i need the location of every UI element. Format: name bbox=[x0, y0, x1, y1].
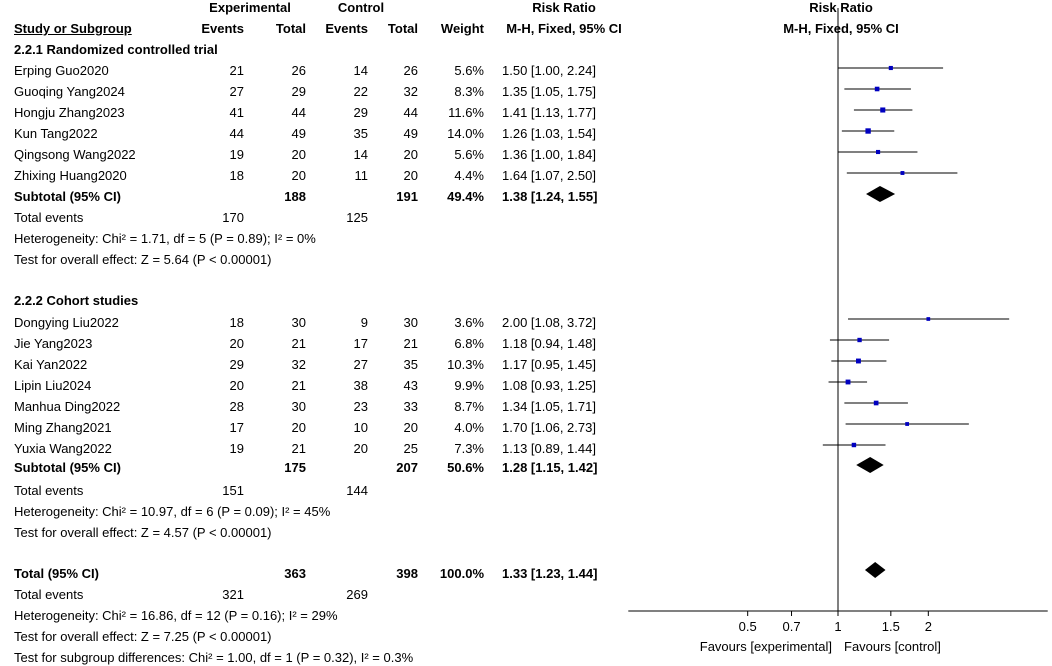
total-exp: 26 bbox=[291, 63, 306, 78]
risk-ratio-ci: 1.26 [1.03, 1.54] bbox=[502, 126, 596, 141]
total-ctrl: 21 bbox=[403, 336, 418, 351]
group-title: 2.2.1 Randomized controlled trial bbox=[14, 42, 218, 57]
total-exp-header: Total bbox=[275, 21, 306, 36]
study-name: Kun Tang2022 bbox=[14, 126, 98, 141]
events-exp: 20 bbox=[229, 336, 244, 351]
events-exp: 17 bbox=[229, 420, 244, 435]
total-ctrl-header: Total bbox=[387, 21, 418, 36]
heterogeneity-text: Heterogeneity: Chi² = 10.97, df = 6 (P = 0.09); I² = 45% bbox=[14, 504, 331, 519]
events-ctrl: 14 bbox=[353, 63, 368, 78]
total-weight: 100.0% bbox=[439, 566, 484, 581]
study-square bbox=[880, 107, 885, 112]
weight: 5.6% bbox=[454, 147, 484, 162]
total-events-label: Total events bbox=[14, 210, 84, 225]
subtotal-label: Subtotal (95% CI) bbox=[14, 460, 121, 475]
experimental-header: Experimental bbox=[209, 0, 291, 15]
risk-ratio-ci: 1.08 [0.93, 1.25] bbox=[502, 378, 596, 393]
weight: 9.9% bbox=[454, 378, 484, 393]
study-name: Jie Yang2023 bbox=[14, 336, 93, 351]
total-ctrl: 20 bbox=[403, 168, 418, 183]
study-name: Yuxia Wang2022 bbox=[14, 441, 112, 456]
events-ctrl: 35 bbox=[353, 126, 368, 141]
weight: 5.6% bbox=[454, 63, 484, 78]
total-events-label: Total events bbox=[14, 587, 84, 602]
study-name: Qingsong Wang2022 bbox=[14, 147, 136, 162]
total-ctrl: 26 bbox=[403, 63, 418, 78]
total-events-exp: 151 bbox=[222, 483, 244, 498]
subtotal-ci: 1.28 [1.15, 1.42] bbox=[502, 460, 598, 475]
events-ctrl: 27 bbox=[353, 357, 368, 372]
risk-ratio-ci: 1.64 [1.07, 2.50] bbox=[502, 168, 596, 183]
risk-ratio-ci: 1.13 [0.89, 1.44] bbox=[502, 441, 596, 456]
study-name: Guoqing Yang2024 bbox=[14, 84, 125, 99]
group-title: 2.2.2 Cohort studies bbox=[14, 293, 139, 308]
study-square bbox=[901, 171, 905, 175]
subtotal-weight: 49.4% bbox=[447, 189, 484, 204]
control-header: Control bbox=[337, 0, 385, 15]
events-ctrl: 22 bbox=[353, 84, 368, 99]
total-ctrl: 49 bbox=[403, 126, 418, 141]
study-square bbox=[889, 66, 893, 70]
events-ctrl: 11 bbox=[354, 168, 368, 183]
total-events-exp: 170 bbox=[222, 210, 244, 225]
risk-ratio-plot-header: Risk Ratio bbox=[809, 0, 873, 15]
events-ctrl: 10 bbox=[353, 420, 368, 435]
total-label: Total (95% CI) bbox=[14, 566, 99, 581]
total-ctrl: 25 bbox=[403, 441, 418, 456]
favours-control-label: Favours [control] bbox=[844, 639, 941, 654]
risk-ratio-header: Risk Ratio bbox=[532, 0, 596, 15]
events-exp: 19 bbox=[229, 147, 244, 162]
subtotal-label: Subtotal (95% CI) bbox=[14, 189, 121, 204]
events-exp-header: Events bbox=[201, 21, 244, 36]
events-ctrl: 29 bbox=[353, 105, 368, 120]
study-name: Ming Zhang2021 bbox=[14, 420, 112, 435]
pooled-diamond bbox=[865, 562, 886, 578]
total-ctrl: 20 bbox=[403, 420, 418, 435]
study-square bbox=[856, 359, 861, 364]
total-exp: 44 bbox=[291, 105, 306, 120]
total-events-ctrl: 125 bbox=[346, 210, 368, 225]
risk-ratio-ci: 1.50 [1.00, 2.24] bbox=[502, 63, 596, 78]
method-header: M-H, Fixed, 95% CI bbox=[506, 21, 622, 36]
risk-ratio-ci: 2.00 [1.08, 3.72] bbox=[502, 315, 596, 330]
overall-effect-text: Test for overall effect: Z = 5.64 (P < 0.00001) bbox=[14, 252, 272, 267]
total-ci: 1.33 [1.23, 1.44] bbox=[502, 566, 598, 581]
total-exp: 29 bbox=[291, 84, 306, 99]
x-tick-label: 0.7 bbox=[782, 619, 801, 634]
pooled-diamond bbox=[866, 186, 895, 202]
study-square bbox=[846, 380, 851, 385]
subtotal-total-exp: 175 bbox=[284, 460, 306, 475]
study-square bbox=[857, 338, 861, 342]
total-exp: 20 bbox=[291, 420, 306, 435]
events-exp: 20 bbox=[229, 378, 244, 393]
weight: 4.0% bbox=[454, 420, 484, 435]
total-exp: 30 bbox=[291, 315, 306, 330]
weight: 14.0% bbox=[447, 126, 484, 141]
study-square bbox=[926, 317, 930, 321]
study-name: Hongju Zhang2023 bbox=[14, 105, 125, 120]
total-ctrl: 33 bbox=[403, 399, 418, 414]
risk-ratio-ci: 1.18 [0.94, 1.48] bbox=[502, 336, 596, 351]
risk-ratio-ci: 1.35 [1.05, 1.75] bbox=[502, 84, 596, 99]
weight: 3.6% bbox=[454, 315, 484, 330]
subtotal-total-exp: 188 bbox=[284, 189, 306, 204]
total-events-exp: 321 bbox=[222, 587, 244, 602]
events-ctrl: 9 bbox=[360, 315, 368, 330]
events-ctrl: 38 bbox=[353, 378, 368, 393]
subtotal-weight: 50.6% bbox=[447, 460, 484, 475]
weight: 8.7% bbox=[454, 399, 484, 414]
risk-ratio-ci: 1.70 [1.06, 2.73] bbox=[502, 420, 596, 435]
overall-effect-text: Test for overall effect: Z = 4.57 (P < 0.00001) bbox=[14, 525, 272, 540]
study-name: Manhua Ding2022 bbox=[14, 399, 121, 414]
x-tick-label: 1.5 bbox=[881, 619, 900, 634]
total-ctrl: 32 bbox=[403, 84, 418, 99]
study-square bbox=[852, 443, 856, 447]
study-square bbox=[865, 128, 870, 133]
x-tick-label: 0.5 bbox=[738, 619, 757, 634]
events-exp: 28 bbox=[229, 399, 244, 414]
x-tick-label: 2 bbox=[924, 619, 932, 634]
total-exp: 49 bbox=[291, 126, 306, 141]
weight: 7.3% bbox=[454, 441, 484, 456]
study-name: Lipin Liu2024 bbox=[14, 378, 92, 393]
events-ctrl-header: Events bbox=[325, 21, 368, 36]
study-name: Zhixing Huang2020 bbox=[14, 168, 127, 183]
weight: 11.6% bbox=[448, 105, 484, 120]
events-ctrl: 14 bbox=[353, 147, 368, 162]
total-exp: 21 bbox=[291, 336, 306, 351]
subtotal-total-ctrl: 207 bbox=[396, 460, 418, 475]
total-exp: 20 bbox=[291, 168, 306, 183]
study-name: Erping Guo2020 bbox=[14, 63, 109, 78]
total-ctrl: 35 bbox=[403, 357, 418, 372]
weight: 6.8% bbox=[454, 336, 484, 351]
events-exp: 41 bbox=[229, 105, 244, 120]
total-ctrl: 30 bbox=[403, 315, 418, 330]
total-ctrl: 44 bbox=[403, 105, 418, 120]
method-plot-header: M-H, Fixed, 95% CI bbox=[783, 21, 899, 36]
risk-ratio-ci: 1.17 [0.95, 1.45] bbox=[502, 357, 596, 372]
total-exp: 30 bbox=[291, 399, 306, 414]
events-exp: 18 bbox=[229, 168, 244, 183]
heterogeneity-text: Heterogeneity: Chi² = 1.71, df = 5 (P = 0.89); I² = 0% bbox=[14, 231, 316, 246]
events-exp: 44 bbox=[229, 126, 244, 141]
study-name: Dongying Liu2022 bbox=[14, 315, 119, 330]
total-events-ctrl: 144 bbox=[346, 483, 368, 498]
events-ctrl: 20 bbox=[353, 441, 368, 456]
events-exp: 19 bbox=[229, 441, 244, 456]
total-events-ctrl: 269 bbox=[346, 587, 368, 602]
weight: 10.3% bbox=[447, 357, 484, 372]
subtotal-total-ctrl: 191 bbox=[396, 189, 418, 204]
subtotal-ci: 1.38 [1.24, 1.55] bbox=[502, 189, 598, 204]
total-total-exp: 363 bbox=[284, 566, 306, 581]
events-exp: 29 bbox=[229, 357, 244, 372]
events-ctrl: 17 bbox=[353, 336, 368, 351]
events-exp: 21 bbox=[229, 63, 244, 78]
study-square bbox=[905, 422, 909, 426]
risk-ratio-ci: 1.36 [1.00, 1.84] bbox=[502, 147, 596, 162]
subgroup-differences-text: Test for subgroup differences: Chi² = 1.00, df = 1 (P = 0.32), I² = 0.3% bbox=[14, 650, 414, 665]
overall-effect-text: Test for overall effect: Z = 7.25 (P < 0.00001) bbox=[14, 629, 272, 644]
study-column-header: Study or Subgroup bbox=[14, 21, 132, 36]
total-ctrl: 43 bbox=[403, 378, 418, 393]
total-exp: 21 bbox=[291, 378, 306, 393]
weight: 4.4% bbox=[454, 168, 484, 183]
events-exp: 27 bbox=[229, 84, 244, 99]
study-square bbox=[874, 401, 879, 406]
risk-ratio-ci: 1.41 [1.13, 1.77] bbox=[502, 105, 596, 120]
events-exp: 18 bbox=[229, 315, 244, 330]
total-events-label: Total events bbox=[14, 483, 84, 498]
pooled-diamond bbox=[856, 457, 883, 473]
study-square bbox=[876, 150, 880, 154]
weight: 8.3% bbox=[454, 84, 484, 99]
total-exp: 32 bbox=[291, 357, 306, 372]
total-exp: 21 bbox=[291, 441, 306, 456]
events-ctrl: 23 bbox=[353, 399, 368, 414]
favours-experimental-label: Favours [experimental] bbox=[699, 639, 832, 654]
total-exp: 20 bbox=[291, 147, 306, 162]
study-name: Kai Yan2022 bbox=[14, 357, 88, 372]
total-ctrl: 20 bbox=[403, 147, 418, 162]
weight-header: Weight bbox=[440, 21, 484, 36]
total-total-ctrl: 398 bbox=[396, 566, 418, 581]
x-tick-label: 1 bbox=[834, 619, 842, 634]
study-square bbox=[875, 87, 880, 92]
risk-ratio-ci: 1.34 [1.05, 1.71] bbox=[502, 399, 596, 414]
heterogeneity-text: Heterogeneity: Chi² = 16.86, df = 12 (P = 0.16); I² = 29% bbox=[14, 608, 338, 623]
